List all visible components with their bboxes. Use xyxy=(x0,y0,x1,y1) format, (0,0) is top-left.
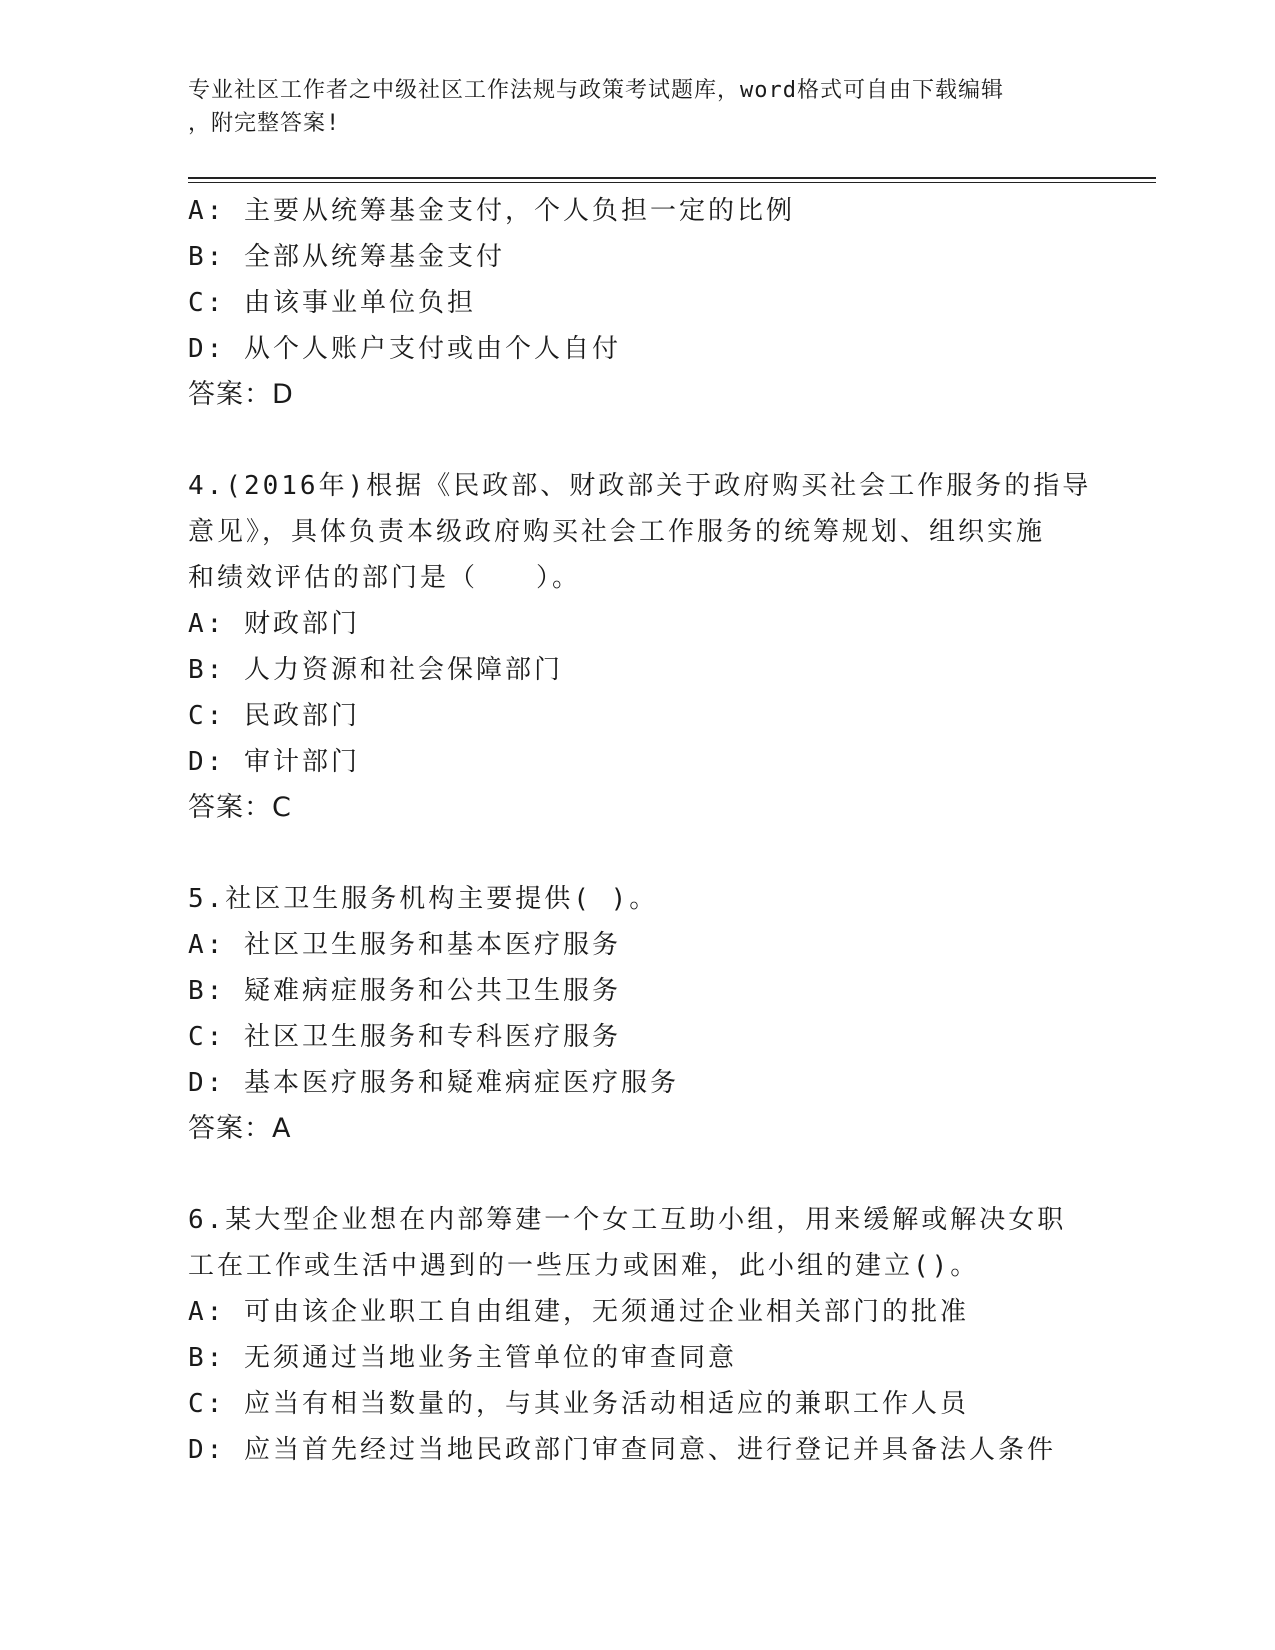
spacer xyxy=(188,831,1088,876)
answer-label: 答案：D xyxy=(188,379,294,410)
option-c: C: 社区卫生服务和专科医疗服务 xyxy=(188,1022,621,1052)
option-a: A: 主要从统筹基金支付，个人负担一定的比例 xyxy=(188,196,795,226)
question-6-block xyxy=(188,1197,1088,1473)
option-a: A: 社区卫生服务和基本医疗服务 xyxy=(188,930,621,960)
question-5-block xyxy=(188,876,1088,1152)
question-text-line: 4.(2016年)根据《民政部、财政部关于政府购买社会工作服务的指导 xyxy=(188,471,1092,501)
option-b: B: 人力资源和社会保障部门 xyxy=(188,655,563,685)
spacer xyxy=(188,418,1088,463)
option-b: B: 全部从统筹基金支付 xyxy=(188,242,505,272)
question-text-line: 6.某大型企业想在内部筹建一个女工互助小组，用来缓解或解决女职 xyxy=(188,1205,1067,1235)
option-b: B: 无须通过当地业务主管单位的审查同意 xyxy=(188,1343,737,1373)
spacer xyxy=(188,1152,1088,1197)
question-text-line: 工在工作或生活中遇到的一些压力或困难，此小组的建立()。 xyxy=(188,1251,980,1281)
question-text-line: 5.社区卫生服务机构主要提供( )。 xyxy=(188,884,659,914)
header-line-2: ，附完整答案! xyxy=(188,111,341,136)
header-line-1: 专业社区工作者之中级社区工作法规与政策考试题库，word格式可自由下载编辑 xyxy=(188,78,1004,103)
option-a: A: 财政部门 xyxy=(188,609,360,639)
question-list xyxy=(188,188,1092,1473)
header-rule-thin xyxy=(188,182,1156,183)
question-text-line: 意见》，具体负责本级政府购买社会工作服务的统筹规划、组织实施 xyxy=(188,517,1046,547)
option-a: A: 可由该企业职工自由组建，无须通过企业相关部门的批准 xyxy=(188,1297,969,1327)
question-4-block xyxy=(188,463,1092,831)
option-c: C: 由该事业单位负担 xyxy=(188,288,476,318)
option-b: B: 疑难病症服务和公共卫生服务 xyxy=(188,976,621,1006)
option-c: C: 民政部门 xyxy=(188,701,360,731)
option-c: C: 应当有相当数量的，与其业务活动相适应的兼职工作人员 xyxy=(188,1389,969,1419)
question-text-line: 和绩效评估的部门是（ ）。 xyxy=(188,563,582,593)
question-3-block xyxy=(188,188,1088,418)
answer-label: 答案：C xyxy=(188,792,292,823)
option-d: D: 从个人账户支付或由个人自付 xyxy=(188,334,621,364)
header-rule-thick xyxy=(188,177,1156,179)
option-d: D: 基本医疗服务和疑难病症医疗服务 xyxy=(188,1068,679,1098)
option-d: D: 审计部门 xyxy=(188,747,360,777)
answer-label: 答案：A xyxy=(188,1113,292,1144)
option-d: D: 应当首先经过当地民政部门审查同意、进行登记并具备法人条件 xyxy=(188,1435,1056,1465)
document-header xyxy=(188,74,1068,140)
